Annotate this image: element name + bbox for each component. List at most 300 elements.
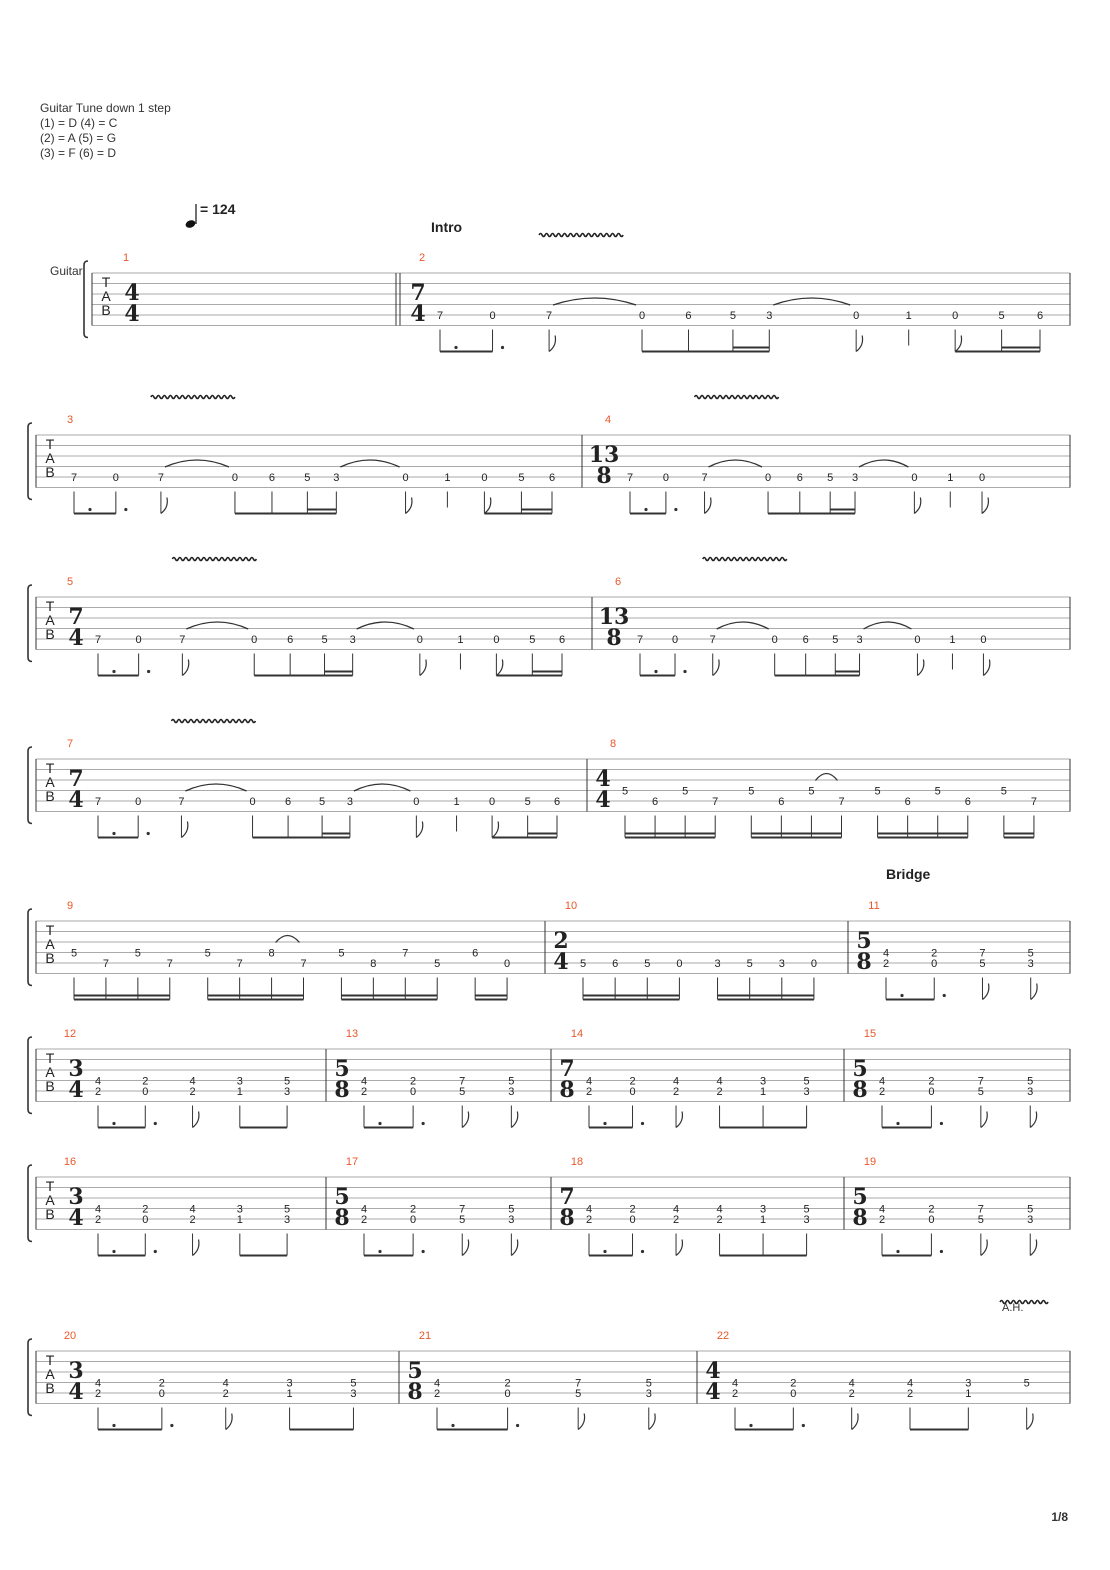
- tab-clef-b: B: [45, 464, 55, 480]
- dot: [501, 346, 504, 349]
- time-signature-top: 7: [559, 1184, 575, 1210]
- fret-number: 0: [931, 958, 938, 970]
- fret-number: 1: [947, 472, 954, 484]
- dot: [88, 508, 91, 511]
- dot: [683, 670, 686, 673]
- fret-number: 2: [222, 1388, 229, 1400]
- measure: [551, 1028, 810, 1128]
- fret-number: 1: [760, 1086, 767, 1098]
- fret-number: 0: [410, 1086, 417, 1098]
- fret-number: 7: [436, 310, 444, 322]
- time-signature-top: 7: [68, 604, 84, 630]
- note-flag: [955, 336, 961, 352]
- note-flag: [705, 498, 711, 514]
- fret-number: 2: [94, 1086, 102, 1098]
- fret-number: 7: [102, 958, 109, 970]
- fret-number: 7: [546, 310, 553, 322]
- vibrato-mark: [703, 558, 787, 561]
- measure-number: 1: [122, 252, 130, 264]
- dot: [896, 1122, 899, 1125]
- fret-number: 5: [284, 1203, 291, 1216]
- note-flag: [981, 1240, 987, 1256]
- fret-number: 3: [714, 958, 721, 970]
- measure: [67, 396, 555, 514]
- measure: [396, 234, 1043, 352]
- fret-number: 2: [433, 1388, 441, 1400]
- fret-number: 3: [346, 796, 353, 808]
- fret-number: 7: [709, 634, 716, 646]
- time-signature-bottom: 8: [852, 1205, 868, 1231]
- fret-number: 6: [553, 796, 561, 808]
- fret-number: 2: [189, 1086, 196, 1098]
- note-flag: [981, 1112, 987, 1128]
- fret-number: 4: [360, 1203, 368, 1216]
- fret-number: 5: [934, 785, 941, 798]
- vibrato-mark: [171, 720, 255, 723]
- fret-number: 4: [360, 1075, 368, 1088]
- tab-clef-t: T: [45, 760, 55, 776]
- fret-number: 2: [410, 1203, 417, 1216]
- fret-number: 6: [685, 310, 692, 322]
- dot: [516, 1424, 519, 1427]
- fret-number: 4: [189, 1075, 196, 1088]
- system-bracket: [28, 747, 32, 824]
- tab-clef-t: T: [45, 922, 55, 938]
- note-flag: [462, 1240, 468, 1256]
- dot: [940, 1122, 943, 1125]
- tuning-title: Guitar Tune down 1 step: [40, 101, 171, 115]
- note-flag: [420, 660, 426, 676]
- note-flag: [1027, 1414, 1033, 1430]
- measure-number: 10: [564, 900, 578, 912]
- tempo-marking: [185, 201, 236, 229]
- time-signature-bottom: 8: [407, 1379, 423, 1405]
- fret-number: 0: [853, 310, 860, 322]
- fret-number: 0: [489, 796, 496, 808]
- fret-number: 2: [629, 1203, 636, 1216]
- note-flag: [181, 822, 187, 838]
- measure-number: 3: [66, 414, 74, 426]
- measure: [697, 1301, 1048, 1430]
- fret-number: 5: [808, 785, 815, 798]
- measure: [844, 1156, 1037, 1256]
- fret-number: 5: [803, 1075, 810, 1088]
- measure-number: 2: [418, 252, 426, 264]
- fret-number: 6: [652, 796, 659, 808]
- note-flag: [226, 1414, 232, 1430]
- fret-number: 2: [360, 1086, 368, 1098]
- measure-number: 13: [345, 1028, 359, 1040]
- note-flag: [1030, 1112, 1036, 1128]
- tab-clef-t: T: [45, 1352, 55, 1368]
- fret-number: 0: [771, 634, 778, 646]
- time-signature-bottom: 4: [68, 1205, 84, 1231]
- fret-number: 5: [746, 958, 753, 970]
- dot: [112, 832, 115, 835]
- tab-clef-b: B: [45, 788, 55, 804]
- dot: [674, 508, 677, 511]
- fret-number: 3: [851, 472, 859, 484]
- fret-number: 2: [158, 1377, 165, 1390]
- dot: [603, 1122, 606, 1125]
- fret-number: 0: [416, 634, 423, 646]
- fret-number: 7: [178, 796, 185, 808]
- fret-number: 0: [410, 1214, 417, 1226]
- fret-number: 4: [585, 1075, 593, 1088]
- fret-number: 4: [716, 1203, 723, 1216]
- dot: [422, 1250, 425, 1253]
- fret-number: 0: [142, 1086, 149, 1098]
- time-signature-bottom: 4: [705, 1379, 721, 1405]
- vibrato-mark: [151, 396, 235, 399]
- fret-number: 2: [189, 1214, 196, 1226]
- tab-clef-t: T: [45, 1050, 55, 1066]
- fret-number: 0: [911, 472, 918, 484]
- fret-number: 2: [504, 1377, 511, 1390]
- fret-number: 5: [575, 1388, 582, 1400]
- instrument-label: Guitar: [50, 264, 83, 278]
- tab-clef-a: A: [45, 612, 55, 628]
- fret-number: 3: [508, 1214, 515, 1226]
- fret-number: 7: [459, 1075, 466, 1088]
- note-flag: [1030, 1240, 1036, 1256]
- fret-number: 5: [459, 1086, 466, 1098]
- section-bridge: Bridge: [886, 866, 931, 882]
- fret-number: 4: [716, 1075, 723, 1088]
- fret-number: 7: [701, 472, 708, 484]
- fret-number: 5: [998, 310, 1005, 322]
- note-flag: [1031, 984, 1037, 1000]
- tie: [709, 460, 763, 467]
- time-signature-top: 4: [124, 280, 140, 306]
- fret-number: 6: [268, 472, 276, 484]
- fret-number: 3: [284, 1086, 291, 1098]
- tab-clef-t: T: [101, 274, 111, 290]
- fret-number: 5: [508, 1203, 515, 1216]
- fret-number: 3: [508, 1086, 515, 1098]
- fret-number: 5: [304, 472, 311, 484]
- fret-number: 5: [508, 1075, 515, 1088]
- measure-number: 15: [863, 1028, 877, 1040]
- dot: [644, 508, 647, 511]
- fret-number: 6: [802, 634, 809, 646]
- tab-clef-b: B: [101, 302, 111, 318]
- fret-number: 1: [286, 1388, 293, 1400]
- time-signature-bottom: 4: [68, 1077, 84, 1103]
- measure: [64, 1028, 290, 1128]
- tab-clef-a: A: [45, 450, 55, 466]
- fret-number: 6: [612, 958, 619, 970]
- measure: [844, 1028, 1037, 1128]
- fret-number: 0: [489, 310, 496, 322]
- fret-number: 5: [579, 958, 587, 970]
- fret-number: 7: [1030, 796, 1037, 808]
- fret-number: 0: [413, 796, 420, 808]
- tuning-line: (2) = A (5) = G: [40, 131, 117, 145]
- fret-number: 7: [94, 796, 102, 808]
- dot: [378, 1250, 381, 1253]
- tie: [815, 774, 837, 781]
- dot: [654, 670, 657, 673]
- fret-number: 2: [360, 1214, 368, 1226]
- note-flag: [193, 1112, 199, 1128]
- fret-number: 6: [287, 634, 294, 646]
- fret-number: 6: [904, 796, 911, 808]
- tab-clef-a: A: [45, 774, 55, 790]
- fret-number: 0: [629, 1086, 636, 1098]
- fret-number: 3: [1027, 1214, 1034, 1226]
- fret-number: 5: [319, 796, 326, 808]
- dot: [454, 346, 457, 349]
- fret-number: 8: [268, 947, 275, 960]
- time-signature-bottom: 4: [410, 301, 426, 327]
- measure: [592, 558, 990, 676]
- fret-number: 5: [827, 472, 834, 484]
- fret-number: 5: [524, 796, 531, 808]
- fret-number: 5: [518, 472, 525, 484]
- measure-number: 19: [863, 1156, 877, 1168]
- note-flag: [917, 660, 923, 676]
- measure-number: 7: [66, 738, 74, 750]
- fret-number: 2: [716, 1086, 723, 1098]
- dot: [940, 1250, 943, 1253]
- fret-number: 5: [682, 785, 689, 798]
- fret-number: 0: [764, 472, 772, 484]
- fret-number: 2: [931, 947, 938, 960]
- tab-clef-b: B: [45, 950, 55, 966]
- dot: [896, 1250, 899, 1253]
- measure-number: 9: [66, 900, 74, 912]
- time-signature-bottom: 4: [68, 1379, 84, 1405]
- system-bracket: [28, 585, 32, 662]
- fret-number: 3: [766, 310, 773, 322]
- fret-number: 2: [928, 1075, 935, 1088]
- tab-clef-b: B: [45, 1206, 55, 1222]
- time-signature-bottom: 8: [856, 949, 872, 975]
- tab-system: [28, 396, 1070, 514]
- fret-number: 3: [778, 958, 785, 970]
- dot: [378, 1122, 381, 1125]
- dot: [147, 832, 150, 835]
- time-signature-bottom: 8: [559, 1077, 575, 1103]
- tab-clef-t: T: [45, 436, 55, 452]
- tie: [186, 622, 248, 629]
- fret-number: 5: [977, 1214, 984, 1226]
- fret-number: 0: [638, 310, 646, 322]
- fret-number: 5: [748, 785, 755, 798]
- tab-system: [28, 1301, 1070, 1430]
- fret-number: 3: [803, 1086, 810, 1098]
- note-flag: [578, 1414, 584, 1430]
- fret-number: 2: [878, 1214, 886, 1226]
- measure: [64, 1156, 290, 1256]
- time-signature-top: 5: [856, 928, 872, 954]
- fret-number: 1: [905, 310, 912, 322]
- note-flag: [416, 822, 422, 838]
- measure-number: 22: [716, 1330, 730, 1342]
- fret-number: 0: [251, 634, 258, 646]
- fret-number: 4: [906, 1377, 914, 1390]
- time-signature-bottom: 4: [595, 787, 611, 813]
- tab-clef-a: A: [45, 936, 55, 952]
- tab-system: [84, 234, 1070, 352]
- measure-number: 12: [63, 1028, 77, 1040]
- system-bracket: [28, 1037, 32, 1114]
- fret-number: 4: [222, 1377, 229, 1390]
- dot: [147, 670, 150, 673]
- dot: [641, 1122, 644, 1125]
- measure: [123, 252, 140, 327]
- measure: [551, 1156, 810, 1256]
- note-flag: [676, 1112, 682, 1128]
- fret-number: 3: [349, 634, 356, 646]
- fret-number: 5: [1027, 947, 1034, 960]
- fret-number: 5: [1027, 1075, 1034, 1088]
- fret-number: 5: [621, 785, 629, 798]
- fret-number: 4: [94, 1075, 102, 1088]
- fret-number: 5: [350, 1377, 357, 1390]
- fret-number: 1: [236, 1214, 243, 1226]
- fret-number: 5: [644, 958, 651, 970]
- note-flag: [983, 660, 989, 676]
- measure: [587, 738, 1037, 838]
- fret-number: 2: [629, 1075, 636, 1088]
- fret-number: 6: [548, 472, 556, 484]
- measure: [67, 720, 560, 838]
- time-signature-bottom: 8: [334, 1077, 350, 1103]
- fret-number: 0: [952, 310, 959, 322]
- fret-number: 5: [1027, 1203, 1034, 1216]
- note-flag: [856, 336, 862, 352]
- fret-number: 7: [402, 947, 409, 960]
- tab-clef-t: T: [45, 598, 55, 614]
- time-signature-top: 13: [588, 442, 620, 468]
- system-bracket: [28, 423, 32, 500]
- note-flag: [982, 498, 988, 514]
- measure-number: 20: [63, 1330, 77, 1342]
- fret-number: 6: [558, 634, 566, 646]
- time-signature-top: 5: [334, 1184, 350, 1210]
- time-signature-top: 2: [553, 928, 569, 954]
- fret-number: 5: [729, 310, 736, 322]
- measure-number: 18: [570, 1156, 584, 1168]
- fret-number: 4: [882, 947, 890, 960]
- fret-number: 2: [672, 1214, 680, 1226]
- dot: [124, 508, 127, 511]
- measure: [67, 900, 510, 1000]
- tie: [185, 784, 246, 791]
- note-flag: [852, 1414, 858, 1430]
- measure-number: 11: [868, 900, 880, 912]
- time-signature-top: 4: [595, 766, 611, 792]
- tie: [553, 298, 636, 305]
- fret-number: 0: [504, 958, 511, 970]
- tab-clef-t: T: [45, 1178, 55, 1194]
- tab-clef-b: B: [45, 1078, 55, 1094]
- dot: [112, 1424, 115, 1427]
- dot: [943, 994, 946, 997]
- note-flag: [462, 1112, 468, 1128]
- time-signature-top: 5: [334, 1056, 350, 1082]
- time-signature-bottom: 8: [852, 1077, 868, 1103]
- note-flag: [713, 660, 719, 676]
- fret-number: 2: [906, 1388, 914, 1400]
- fret-number: 7: [626, 472, 634, 484]
- tuning-line: (1) = D (4) = C: [40, 116, 118, 130]
- fret-number: 3: [284, 1214, 291, 1226]
- harmonic-label: A.H.: [1002, 1302, 1024, 1314]
- tie: [354, 784, 410, 791]
- fret-number: 6: [472, 947, 479, 960]
- dot: [422, 1122, 425, 1125]
- fret-number: 7: [157, 472, 164, 484]
- tab-system: [28, 900, 1070, 1000]
- fret-number: 4: [731, 1377, 739, 1390]
- time-signature-top: 7: [559, 1056, 575, 1082]
- fret-number: 5: [284, 1075, 291, 1088]
- fret-number: 4: [585, 1203, 593, 1216]
- fret-number: 1: [453, 796, 460, 808]
- fret-number: 2: [878, 1086, 886, 1098]
- fret-number: 5: [204, 947, 211, 960]
- measure: [64, 1330, 357, 1430]
- fret-number: 2: [716, 1214, 723, 1226]
- fret-number: 0: [629, 1214, 636, 1226]
- fret-number: 1: [236, 1086, 243, 1098]
- fret-number: 7: [838, 796, 845, 808]
- tab-clef-a: A: [101, 288, 111, 304]
- time-signature-bottom: 8: [559, 1205, 575, 1231]
- time-signature-bottom: 8: [606, 625, 622, 651]
- fret-number: 7: [459, 1203, 466, 1216]
- tab-clef-a: A: [45, 1366, 55, 1382]
- system-bracket: [28, 1165, 32, 1242]
- fret-number: 7: [236, 958, 243, 970]
- system-bracket: [28, 909, 32, 986]
- note-flag: [161, 498, 167, 514]
- fret-number: 3: [760, 1075, 767, 1088]
- fret-number: 3: [236, 1203, 243, 1216]
- fret-number: 2: [882, 958, 890, 970]
- fret-number: 7: [166, 958, 173, 970]
- fret-number: 7: [712, 796, 719, 808]
- measure-number: 17: [345, 1156, 359, 1168]
- fret-number: 7: [979, 947, 986, 960]
- fret-number: 5: [832, 634, 839, 646]
- dot: [641, 1250, 644, 1253]
- vibrato-mark: [172, 558, 256, 561]
- fret-number: 5: [459, 1214, 466, 1226]
- measure-number: 5: [66, 576, 74, 588]
- note-flag: [511, 1112, 517, 1128]
- vibrato-mark: [695, 396, 779, 399]
- fret-number: 7: [575, 1377, 582, 1390]
- fret-number: 5: [874, 785, 881, 798]
- fret-number: 0: [493, 634, 500, 646]
- fret-number: 5: [134, 947, 141, 960]
- measure-number: 4: [604, 414, 612, 426]
- fret-number: 2: [94, 1388, 102, 1400]
- fret-number: 3: [645, 1388, 652, 1400]
- time-signature-top: 3: [68, 1056, 84, 1082]
- dot: [154, 1122, 157, 1125]
- page-number: 1/8: [1051, 1510, 1068, 1524]
- fret-number: 7: [94, 634, 102, 646]
- fret-number: 0: [676, 958, 683, 970]
- measure-number: 14: [570, 1028, 584, 1040]
- measure-number: 21: [418, 1330, 432, 1342]
- fret-number: 2: [585, 1086, 593, 1098]
